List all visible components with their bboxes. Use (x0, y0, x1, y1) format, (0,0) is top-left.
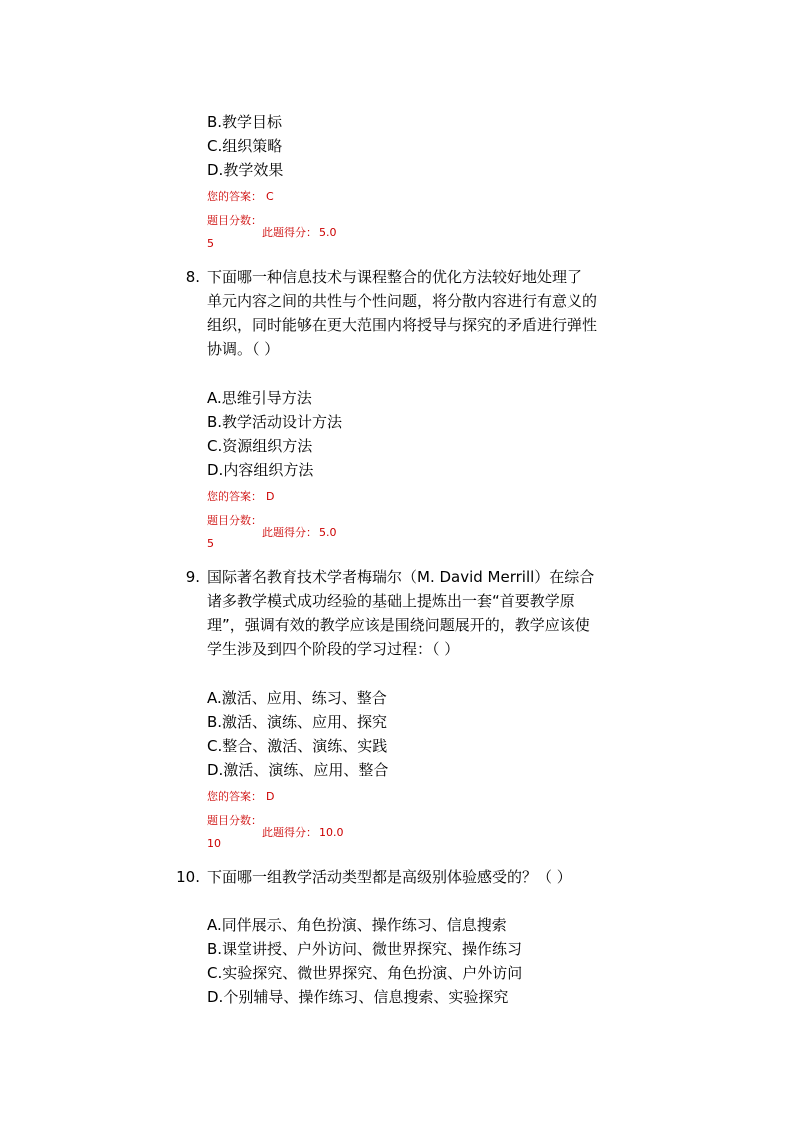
your-answer-label: 您的答案： (207, 190, 262, 203)
q8-text-line-1: 下面哪一种信息技术与课程整合的优化方法较好地处理了 (207, 268, 583, 286)
q10-option-d: D.个别辅导、操作练习、信息搜索、实验探究 (207, 988, 509, 1006)
q7-option-c: C.组织策略 (207, 137, 283, 155)
q7-score-value: 5 (207, 237, 214, 250)
q10-number: 10. (176, 868, 200, 886)
q9-number: 9. (185, 568, 200, 586)
q9-your-answer (207, 790, 274, 804)
q10-option-c: C.实验探究、微世界探究、角色扮演、户外访问 (207, 964, 523, 982)
q8-your-answer (207, 490, 274, 504)
q8-score-value: 5 (207, 537, 214, 550)
got-label: 此题得分： (262, 826, 317, 839)
q9-option-d: D.激活、演练、应用、整合 (207, 761, 389, 779)
got-value: 5.0 (319, 526, 337, 539)
q8-text-line-4: 协调。（ ） (207, 340, 280, 358)
q8-score-label: 题目分数： (207, 514, 262, 527)
q9-score-label: 题目分数： (207, 814, 262, 827)
q10-option-b: B.课堂讲授、户外访问、微世界探究、操作练习 (207, 940, 523, 958)
got-value: 10.0 (319, 826, 344, 839)
got-label: 此题得分： (262, 226, 317, 239)
q10-text-line-1: 下面哪一组教学活动类型都是高级别体验感受的？（ ） (207, 868, 572, 886)
q9-text-line-1: 国际著名教育技术学者梅瑞尔（M. David Merrill）在综合 (207, 568, 595, 586)
q8-number: 8. (185, 268, 200, 286)
q8-text-line-3: 组织，同时能够在更大范围内将授导与探究的矛盾进行弹性 (207, 316, 598, 334)
q9-option-a: A.激活、应用、练习、整合 (207, 689, 387, 707)
q9-got (262, 826, 344, 840)
your-answer-label: 您的答案： (207, 790, 262, 803)
q10-option-a: A.同伴展示、角色扮演、操作练习、信息搜索 (207, 916, 507, 934)
q7-score-label: 题目分数： (207, 214, 262, 227)
q7-your-answer (207, 190, 274, 204)
q7-option-b: B.教学目标 (207, 113, 283, 131)
q9-text-line-3: 理”，强调有效的教学应该是围绕问题展开的，教学应该使 (207, 616, 590, 634)
q8-option-d: D.内容组织方法 (207, 461, 314, 479)
your-answer-value: D (266, 790, 275, 803)
got-value: 5.0 (319, 226, 337, 239)
q9-text-line-2: 诸多教学模式成功经验的基础上提炼出一套“首要教学原 (207, 592, 575, 610)
q9-option-b: B.激活、演练、应用、探究 (207, 713, 388, 731)
your-answer-value: D (266, 490, 275, 503)
got-label: 此题得分： (262, 526, 317, 539)
q8-text-line-2: 单元内容之间的共性与个性问题，将分散内容进行有意义的 (207, 292, 598, 310)
q8-option-a: A.思维引导方法 (207, 389, 312, 407)
q8-got (262, 526, 337, 540)
q9-score-value: 10 (207, 837, 221, 850)
q9-option-c: C.整合、激活、演练、实践 (207, 737, 388, 755)
your-answer-label: 您的答案： (207, 490, 262, 503)
q8-option-c: C.资源组织方法 (207, 437, 313, 455)
q7-option-d: D.教学效果 (207, 161, 284, 179)
q8-option-b: B.教学活动设计方法 (207, 413, 343, 431)
q9-text-line-4: 学生涉及到四个阶段的学习过程：（ ） (207, 640, 460, 658)
your-answer-value: C (266, 190, 274, 203)
q7-got (262, 226, 337, 240)
